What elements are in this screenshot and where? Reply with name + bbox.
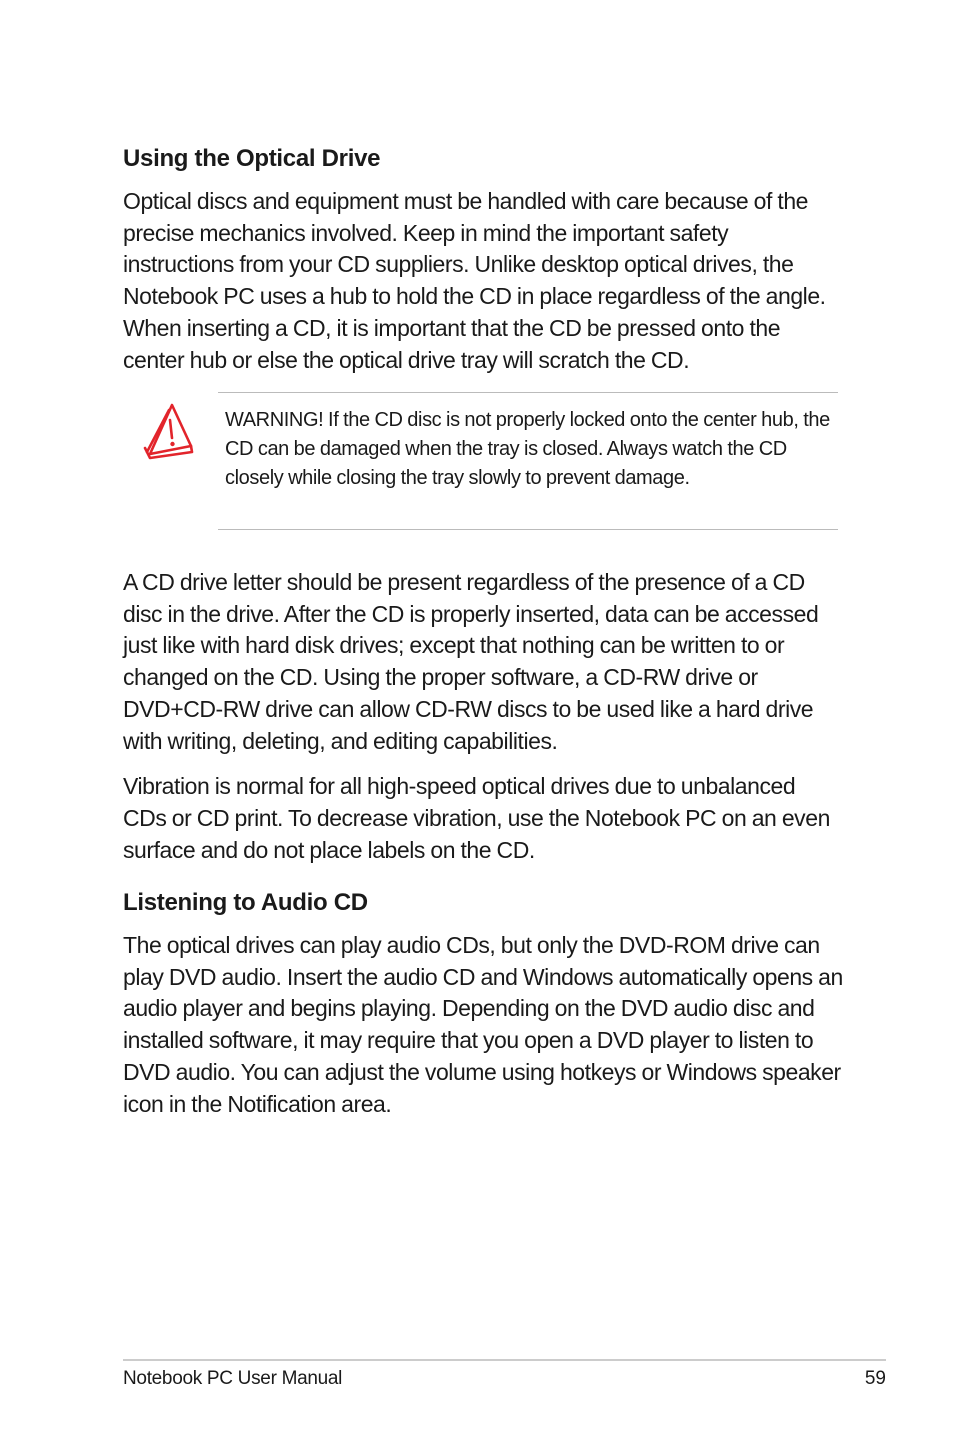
- section-drive-letter: [123, 567, 843, 866]
- paragraph-vibration: Vibration is normal for all high-speed optical drives due to unbalanced CDs or CD print. To decrease vibration, use the Notebook PC on an even surface and do not place labels on the CD.: [123, 773, 830, 863]
- section-audio-cd: [123, 886, 843, 1120]
- section-heading: Using the Optical Drive: [123, 145, 381, 172]
- warning-callout: [218, 392, 838, 530]
- footer-divider: [123, 1359, 886, 1361]
- footer-page-number: 59: [864, 1368, 886, 1389]
- warning-triangle-icon: [142, 402, 194, 460]
- section-optical-drive: [123, 142, 843, 376]
- section-heading-audio: Listening to Audio CD: [123, 889, 368, 916]
- section-paragraph: Optical discs and equipment must be handled with care because of the precise mechanics involved. Keep in mind the important safety instructions from your CD suppliers. Unlike desktop optical drives, the Notebook PC uses a hub to hold the CD in place regardless of the angle. When inserting a CD, it is important that the CD be pressed onto the center hub or else the optical drive tray will scratch the CD.: [123, 188, 826, 373]
- paragraph-audio-cd: The optical drives can play audio CDs, but only the DVD-ROM drive can play DVD audio. Insert the audio CD and Windows automatically opens an audio player and begins playing. Depending on the DVD audio disc and installed software, it may require that you open a DVD player to listen to DVD audio. You can adjust the volume using hotkeys or Windows speaker icon in the Notification area.: [123, 932, 843, 1117]
- warning-text: WARNING! If the CD disc is not properly locked onto the center hub, the CD can be damaged when the tray is closed. Always watch the CD closely while closing the tray slowly to prevent damage.: [225, 409, 830, 489]
- footer-manual-title: Notebook PC User Manual: [123, 1368, 343, 1389]
- paragraph-drive-letter: A CD drive letter should be present regardless of the presence of a CD disc in the drive. After the CD is properly inserted, data can be accessed just like with hard disk drives; except that nothing can be written to or changed on the CD. Using the proper software, a CD-RW drive or DVD+CD-RW drive can allow CD-RW discs to be used like a hard drive with writing, deleting, and editing capabilities.: [123, 569, 819, 754]
